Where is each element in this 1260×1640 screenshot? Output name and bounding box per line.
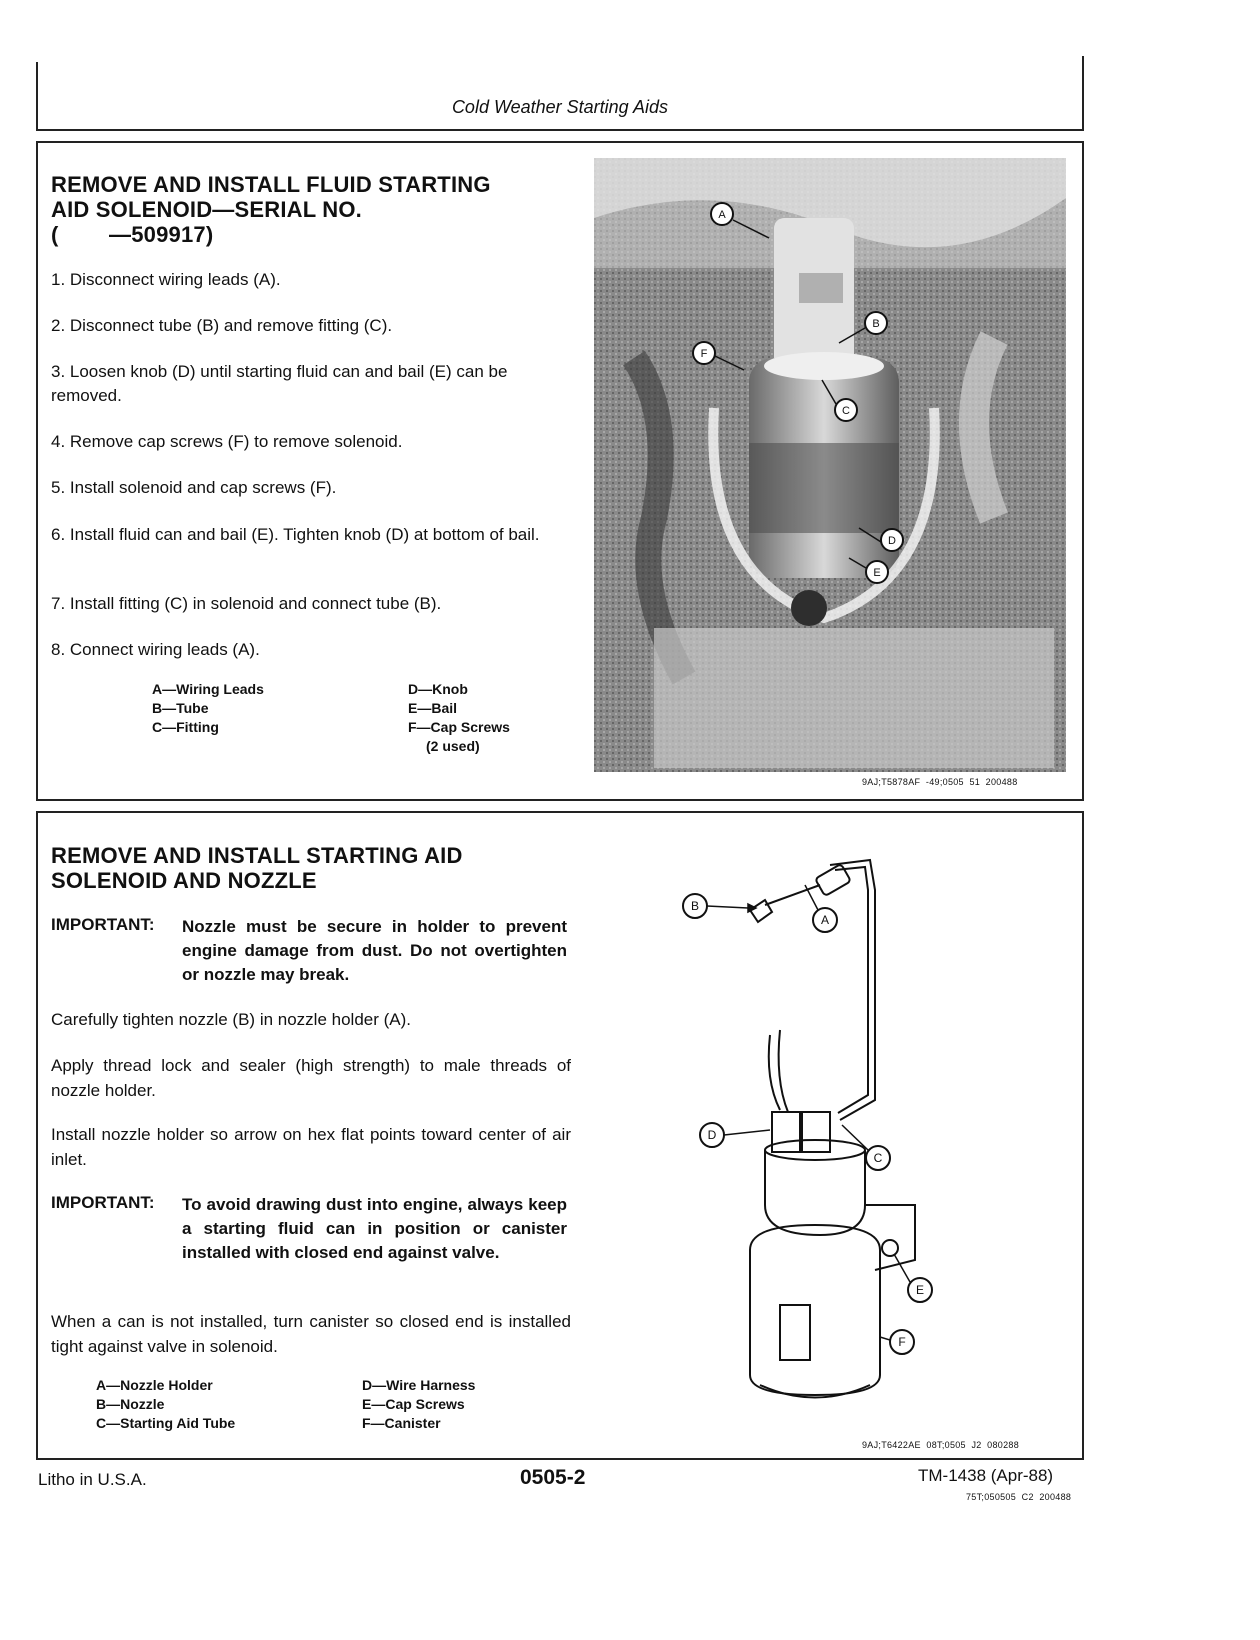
- legend-item: F—Canister: [362, 1415, 441, 1431]
- nozzle-diagram-illustration: [680, 850, 980, 1430]
- diagram-callout-f: F: [898, 1335, 906, 1349]
- section2-legend-left: [96, 1376, 235, 1433]
- photo-callout-e: E: [873, 567, 881, 579]
- diagram-reference-code: 9AJ;T6422AE 08T;0505 J2 080288: [862, 1440, 1020, 1450]
- section1-right-rule: [1082, 141, 1084, 800]
- section1-title-line3: ( —509917): [51, 222, 214, 247]
- paragraph-thread-lock: Apply thread lock and sealer (high strength) to male threads of nozzle holder.: [51, 1056, 571, 1100]
- paragraph-install-holder: Install nozzle holder so arrow on hex flat points toward center of air inlet.: [51, 1125, 571, 1169]
- header-right-rule: [1082, 56, 1084, 130]
- section2-right-rule: [1082, 811, 1084, 1459]
- section1-legend-right: [408, 680, 510, 756]
- section2-left-rule: [36, 811, 38, 1459]
- important-label-2: IMPORTANT:: [51, 1193, 155, 1212]
- legend-item: E—Cap Screws: [362, 1396, 465, 1412]
- step-4: 4. Remove cap screws (F) to remove solenoid.: [51, 432, 403, 451]
- step-7: 7. Install fitting (C) in solenoid and connect tube (B).: [51, 594, 442, 613]
- legend-item: E—Bail: [408, 700, 458, 716]
- section2-title: [51, 843, 463, 893]
- paragraph-canister: When a can is not installed, turn canister so closed end is installed tight against valve in solenoid.: [51, 1312, 571, 1356]
- legend-item: D—Knob: [408, 681, 468, 697]
- diagram-callout-a: A: [820, 913, 830, 927]
- section1-title-line1: REMOVE AND INSTALL FLUID STARTING: [51, 172, 491, 197]
- footer-page-number: 0505-2: [520, 1466, 586, 1489]
- section1-left-rule: [36, 141, 38, 800]
- legend-item: B—Tube: [152, 700, 209, 716]
- diagram-callout-c: C: [873, 1151, 883, 1165]
- nozzle-diagram: [680, 850, 980, 1430]
- diagram-callout-d: D: [707, 1128, 717, 1142]
- step-1: 1. Disconnect wiring leads (A).: [51, 270, 281, 289]
- photo-callout-d: D: [888, 535, 896, 547]
- photo-callout-a: A: [718, 209, 726, 221]
- diagram-callout-b: B: [690, 899, 700, 913]
- section1-title: [51, 172, 491, 247]
- legend-item: D—Wire Harness: [362, 1377, 476, 1393]
- section1-title-line2: AID SOLENOID—SERIAL NO.: [51, 197, 362, 222]
- header-left-rule: [36, 62, 38, 130]
- important-label-1: IMPORTANT:: [51, 915, 155, 934]
- step-8: 8. Connect wiring leads (A).: [51, 640, 260, 659]
- photo-callout-b: B: [872, 318, 880, 330]
- legend-item: A—Wiring Leads: [152, 681, 264, 697]
- photo-reference-code: 9AJ;T5878AF -49;0505 51 200488: [862, 777, 1018, 787]
- section2-bottom-rule: [36, 1458, 1084, 1460]
- important-note-2: To avoid drawing dust into engine, always keep a starting fluid can in position or canister installed with closed end against valve.: [182, 1195, 567, 1262]
- section2-title-line1: REMOVE AND INSTALL STARTING AID: [51, 843, 463, 868]
- legend-item: C—Fitting: [152, 719, 219, 735]
- page-header-title: Cold Weather Starting Aids: [451, 97, 669, 117]
- section1-bottom-rule: [36, 799, 1084, 801]
- section1-top-rule: [36, 141, 1084, 143]
- important-note-1: Nozzle must be secure in holder to prevent engine damage from dust. Do not overtighten or nozzle may break.: [182, 917, 567, 984]
- footer-manual-id: TM-1438 (Apr-88): [918, 1466, 1054, 1485]
- footer-code: 75T;050505 C2 200488: [966, 1492, 1072, 1502]
- step-5: 5. Install solenoid and cap screws (F).: [51, 478, 337, 497]
- solenoid-photo: [594, 158, 1066, 772]
- legend-item: B—Nozzle: [96, 1396, 165, 1412]
- legend-item: A—Nozzle Holder: [96, 1377, 213, 1393]
- photo-callout-f: F: [700, 348, 708, 360]
- step-3: 3. Loosen knob (D) until starting fluid can and bail (E) can be removed.: [51, 362, 508, 405]
- header-bottom-rule: [36, 129, 1084, 131]
- step-2: 2. Disconnect tube (B) and remove fitting (C).: [51, 316, 393, 335]
- section2-top-rule: [36, 811, 1084, 813]
- section2-legend-right: [362, 1376, 475, 1433]
- paragraph-tighten-nozzle: Carefully tighten nozzle (B) in nozzle holder (A).: [51, 1010, 411, 1029]
- legend-item: (2 used): [426, 738, 480, 754]
- solenoid-photo-illustration: [594, 158, 1066, 772]
- footer-litho: Litho in U.S.A.: [38, 1470, 147, 1489]
- diagram-callout-e: E: [915, 1283, 925, 1297]
- photo-callout-c: C: [842, 405, 850, 417]
- section2-title-line2: SOLENOID AND NOZZLE: [51, 868, 317, 893]
- section1-legend-left: [152, 680, 264, 737]
- legend-item: F—Cap Screws: [408, 719, 510, 735]
- step-6: 6. Install fluid can and bail (E). Tighten knob (D) at bottom of bail.: [51, 525, 540, 544]
- legend-item: C—Starting Aid Tube: [96, 1415, 236, 1431]
